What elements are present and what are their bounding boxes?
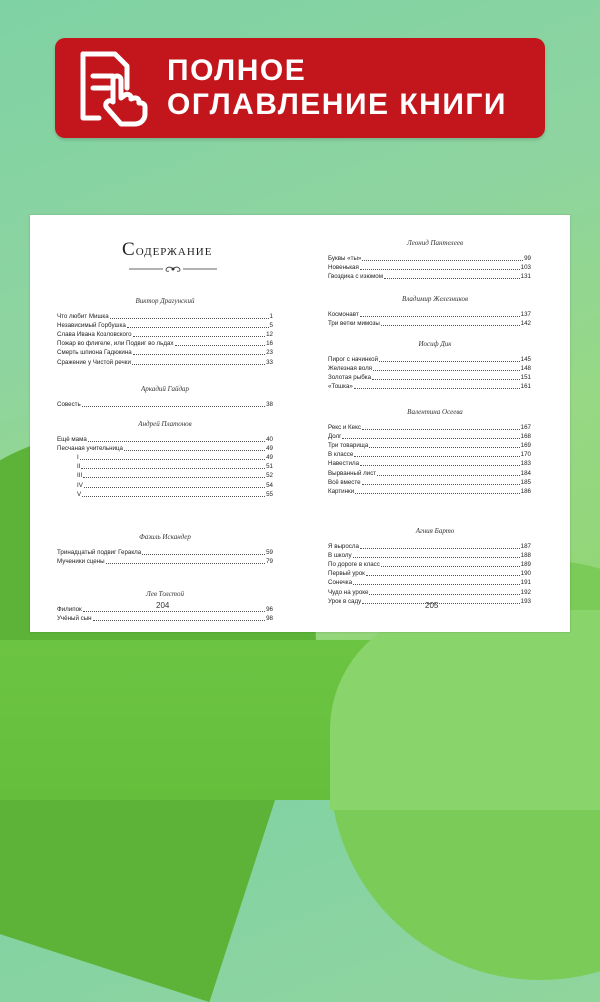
toc-entry-title: Совесть [57, 401, 81, 409]
toc-entry [328, 423, 531, 432]
toc-leader-dots [355, 487, 519, 494]
toc-entry [57, 614, 273, 623]
toc-entry [328, 459, 531, 468]
toc-entry-title: Я выросла [328, 543, 359, 551]
toc-entry [77, 471, 273, 480]
toc-entry-page: 148 [520, 365, 531, 373]
toc-leader-dots [360, 310, 520, 317]
toc-section [30, 297, 300, 367]
toc-leader-dots [362, 254, 523, 261]
toc-entry-title: Ещё мама [57, 436, 87, 444]
toc-title-cap: С [122, 239, 136, 260]
toc-leader-dots [354, 450, 519, 457]
toc-entry [77, 490, 273, 499]
toc-entry-title: В классе [328, 451, 354, 459]
toc-entry-page: 38 [266, 401, 273, 409]
toc-entry-title: Три ветки мимозы [328, 320, 380, 328]
toc-entry [328, 263, 531, 272]
toc-entry [57, 330, 273, 339]
toc-entry [57, 435, 273, 444]
toc-entry-title: Пожар во флигеле, или Подвиг во льдах [57, 340, 174, 348]
toc-entry-title: Рекс и Кекс [328, 424, 361, 432]
toc-entry-title: Первый урок [328, 570, 365, 578]
toc-entry [328, 478, 531, 487]
toc-leader-dots [353, 578, 520, 585]
toc-entry-title: Железная воля [328, 365, 373, 373]
toc-author: Лев Толстой [146, 590, 184, 598]
toc-leader-dots [362, 478, 520, 485]
toc-entry-page: 16 [266, 340, 273, 348]
toc-leader-dots [360, 263, 520, 270]
toc-leader-dots [83, 605, 265, 612]
toc-entry-page: 145 [520, 356, 531, 364]
toc-entry [77, 480, 273, 489]
banner-title-line2: ОГЛАВЛЕНИЕ КНИГИ [167, 88, 507, 121]
toc-section [30, 533, 300, 566]
toc-section [300, 340, 570, 391]
toc-leader-dots [81, 462, 265, 469]
toc-entry-page: 23 [266, 349, 273, 357]
toc-entry-page: 54 [266, 481, 273, 489]
toc-leader-dots [142, 548, 265, 555]
toc-entry-title: Всё вместе [328, 478, 361, 486]
banner [55, 38, 545, 138]
toc-entry-title: «Тошка» [328, 383, 353, 391]
toc-leader-dots [381, 560, 520, 567]
toc-entry-title: Смерть шпиона Гадюкина [57, 349, 132, 357]
toc-author: Фазиль Искандер [139, 533, 191, 541]
toc-entry-page: 1 [269, 313, 273, 321]
toc-entry-page: 187 [520, 543, 531, 551]
toc-leader-dots [366, 569, 520, 576]
toc-entry-title: Тринадцатый подвиг Геракла [57, 549, 142, 557]
toc-leader-dots [362, 597, 519, 604]
toc-leader-dots [384, 272, 520, 279]
book-spread [30, 215, 570, 632]
toc-entry-page: 99 [524, 255, 531, 263]
page-number-left: 204 [156, 601, 170, 610]
toc-entry-title: IV [77, 481, 83, 489]
toc-entry-title: Мученики сцены [57, 558, 105, 566]
toc-entry-title: Чудо на уроке [328, 588, 369, 596]
toc-entry-title: Новенькая [328, 264, 359, 272]
toc-author: Андрей Платонов [138, 420, 192, 428]
toc-leader-dots [133, 348, 265, 355]
toc-entry-title: Филипок [57, 606, 82, 614]
toc-entry [328, 364, 531, 373]
toc-entry-page: 191 [520, 579, 531, 587]
toc-section [300, 239, 570, 281]
toc-entry-page: 98 [266, 615, 273, 623]
toc-entry-title: V [77, 490, 82, 498]
toc-leader-dots [110, 312, 269, 319]
toc-entry-title: Гвоздика с изюмом [328, 273, 383, 281]
toc-entry-title: Слава Ивана Козловского [57, 331, 132, 339]
toc-entry [328, 468, 531, 477]
toc-entry-page: 131 [520, 273, 531, 281]
toc-entry-title: Буквы «ты» [328, 255, 362, 263]
toc-entry-title: Независимый Горбушка [57, 322, 126, 330]
toc-leader-dots [88, 435, 265, 442]
toc-entry [57, 339, 273, 348]
toc-leader-dots [82, 490, 265, 497]
toc-entry-page: 51 [266, 463, 273, 471]
toc-entry [77, 453, 273, 462]
toc-author: Виктор Драгунский [135, 297, 195, 305]
toc-entry-title: Навестила [328, 460, 360, 468]
toc-section [300, 408, 570, 496]
toc-leader-dots [133, 330, 266, 337]
page-number-right: 205 [425, 601, 439, 610]
toc-leader-dots [124, 444, 265, 451]
toc-leader-dots [381, 319, 520, 326]
toc-entry [57, 357, 273, 366]
toc-leader-dots [132, 358, 265, 365]
toc-leader-dots [353, 551, 520, 558]
toc-entry-page: 189 [520, 561, 531, 569]
toc-entry [328, 587, 531, 596]
toc-entry-title: В школу [328, 552, 352, 560]
toc-leader-dots [369, 588, 519, 595]
toc-entry-page: 49 [266, 454, 273, 462]
toc-entry-page: 192 [520, 588, 531, 596]
toc-entry-title: II [77, 463, 81, 471]
toc-entry-title: Вырванный лист [328, 469, 377, 477]
toc-entry [328, 487, 531, 496]
toc-leader-dots [83, 471, 265, 478]
toc-entry-page: 170 [520, 451, 531, 459]
toc-entry [328, 355, 531, 364]
toc-leader-dots [377, 469, 520, 476]
toc-author: Валентина Осеева [407, 408, 463, 416]
toc-author: Аркадий Гайдар [140, 385, 189, 393]
toc-entry [328, 551, 531, 560]
toc-entry-title: I [77, 454, 79, 462]
toc-entry [57, 321, 273, 330]
toc-entry-page: 137 [520, 311, 531, 319]
toc-entry-page: 151 [520, 374, 531, 382]
toc-entry-title: Сонечка [328, 579, 353, 587]
toc-entry-title: Сражение у Чистой речки [57, 358, 131, 366]
toc-entry-title: III [77, 472, 83, 480]
toc-entry-title: Учёный сын [57, 615, 92, 623]
background-shape [330, 610, 600, 810]
toc-entry-page: 183 [520, 460, 531, 468]
toc-entry-page: 5 [269, 322, 273, 330]
toc-entry [57, 548, 273, 557]
toc-entry-page: 55 [266, 490, 273, 498]
toc-leader-dots [379, 355, 520, 362]
toc-section [300, 295, 570, 328]
toc-section [30, 385, 300, 409]
left-page [30, 215, 300, 632]
toc-leader-dots [360, 459, 520, 466]
toc-entry [328, 382, 531, 391]
toc-leader-dots [369, 441, 519, 448]
toc-entry [328, 569, 531, 578]
toc-entry [57, 348, 273, 357]
toc-entry-page: 12 [266, 331, 273, 339]
toc-entry-page: 49 [266, 445, 273, 453]
toc-author: Иосиф Дик [418, 340, 452, 348]
toc-entry-page: 103 [520, 264, 531, 272]
toc-entry [328, 254, 531, 263]
toc-entry [328, 272, 531, 281]
toc-leader-dots [175, 339, 266, 346]
toc-author: Владимир Железников [401, 295, 468, 303]
toc-leader-dots [373, 364, 520, 371]
toc-entry-page: 185 [520, 478, 531, 486]
toc-entry-title: По дороге в класс [328, 561, 380, 569]
toc-leader-dots [106, 557, 265, 564]
toc-leader-dots [84, 481, 265, 488]
toc-leader-dots [127, 321, 269, 328]
toc-entry-title: Космонавт [328, 311, 359, 319]
ornament-icon [127, 263, 219, 275]
toc-entry [328, 319, 531, 328]
toc-entry [328, 310, 531, 319]
toc-leader-dots [362, 423, 520, 430]
toc-entry-page: 167 [520, 424, 531, 432]
toc-entry [328, 373, 531, 382]
toc-entry-title: Пирог с начинкой [328, 356, 379, 364]
toc-entry [328, 560, 531, 569]
toc-entry [57, 400, 273, 409]
toc-entry [328, 441, 531, 450]
toc-entry-page: 161 [520, 383, 531, 391]
toc-entry-page: 169 [520, 442, 531, 450]
toc-entry-title: Долг [328, 433, 342, 441]
toc-entry-page: 96 [266, 606, 273, 614]
toc-entry-title: Урок в саду [328, 597, 362, 605]
toc-entry-page: 59 [266, 549, 273, 557]
right-page [300, 215, 570, 632]
toc-entry-title: Что любит Мишка [57, 313, 109, 321]
toc-entry-title: Три товарища [328, 442, 369, 450]
toc-entry [328, 542, 531, 551]
toc-leader-dots [360, 542, 520, 549]
toc-entry [57, 444, 273, 453]
toc-leader-dots [372, 373, 520, 380]
toc-entry-page: 142 [520, 320, 531, 328]
toc-entry-page: 52 [266, 472, 273, 480]
toc-title [122, 239, 212, 261]
toc-entry-page: 188 [520, 552, 531, 560]
toc-entry-page: 193 [520, 597, 531, 605]
toc-entry-page: 184 [520, 469, 531, 477]
toc-leader-dots [354, 382, 520, 389]
toc-entry [57, 312, 273, 321]
toc-entry [57, 557, 273, 566]
toc-leader-dots [82, 400, 265, 407]
toc-entry-page: 186 [520, 487, 531, 495]
toc-leader-dots [342, 432, 519, 439]
toc-entry-page: 79 [266, 558, 273, 566]
toc-entry-title: Картинки [328, 487, 355, 495]
toc-entry [328, 432, 531, 441]
toc-entry-page: 168 [520, 433, 531, 441]
toc-entry-page: 40 [266, 436, 273, 444]
toc-section [30, 420, 300, 499]
toc-section [300, 527, 570, 606]
toc-leader-dots [93, 614, 266, 621]
document-hand-pointer-icon [69, 48, 149, 128]
toc-entry-page: 190 [520, 570, 531, 578]
toc-entry [77, 462, 273, 471]
toc-entry [328, 578, 531, 587]
toc-entry-page: 33 [266, 358, 273, 366]
toc-author: Леонид Пантелеев [406, 239, 463, 247]
toc-entry-title: Песчаная учительница [57, 445, 123, 453]
toc-entry-title: Золотая рыбка [328, 374, 372, 382]
toc-leader-dots [80, 453, 265, 460]
toc-title-rest: одержание [135, 242, 213, 259]
toc-author: Агния Барто [415, 527, 455, 535]
banner-title-line1: ПОЛНОЕ [167, 54, 307, 87]
banner-title [167, 54, 507, 122]
toc-entry [328, 450, 531, 459]
